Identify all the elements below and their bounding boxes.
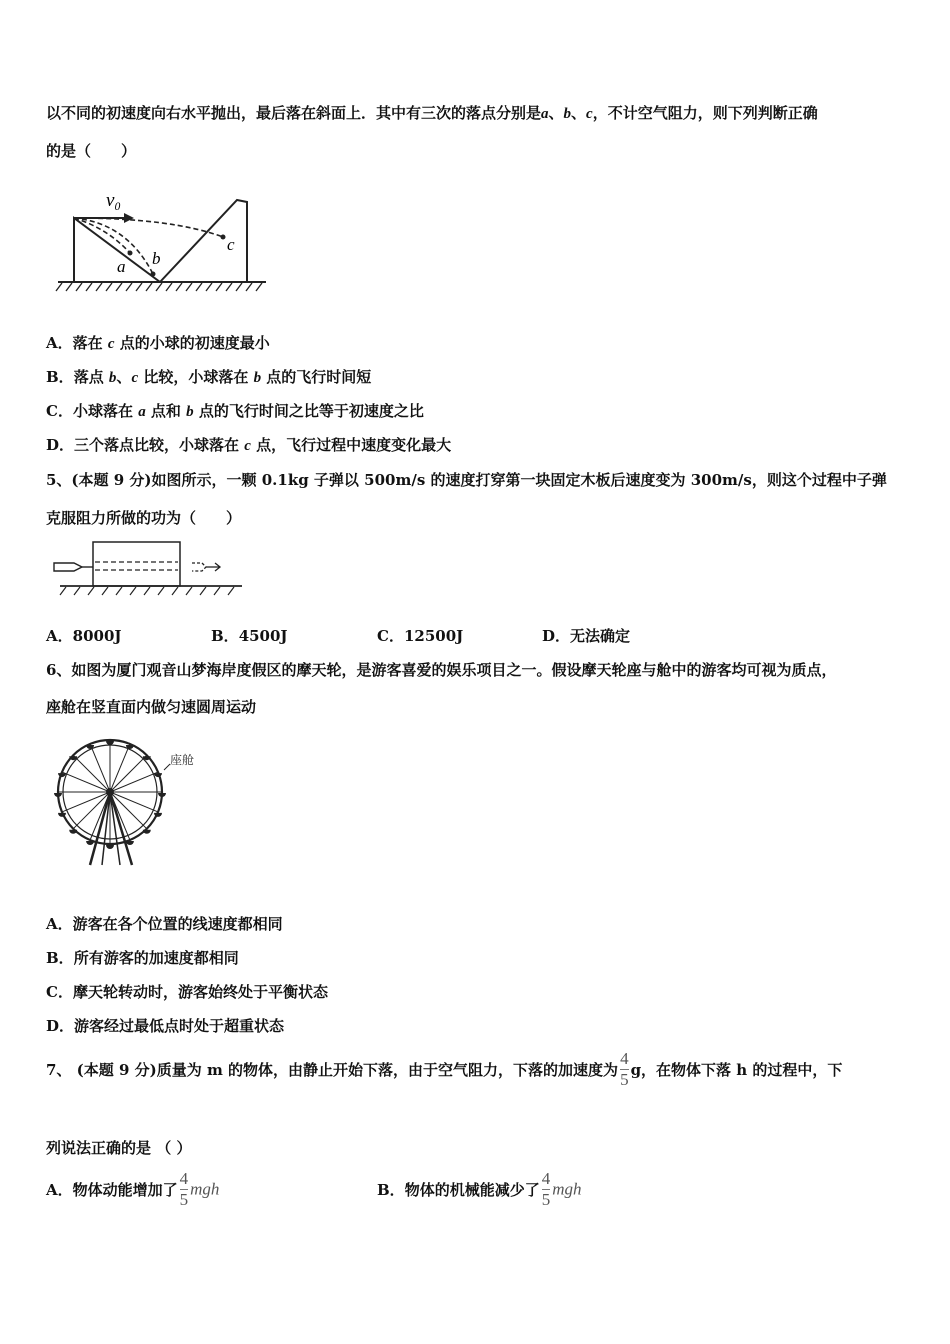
option-text: 、	[116, 368, 132, 386]
q4-option-c[interactable]	[46, 400, 424, 421]
option-text: 点的飞行时间短	[261, 368, 372, 386]
option-text: 落点	[73, 368, 109, 386]
option-var: b	[253, 370, 262, 386]
option-var: b	[108, 370, 117, 386]
q7-option-a[interactable]	[46, 1170, 219, 1209]
option-text: 摩天轮转动时，游客始终处于平衡状态	[72, 983, 328, 1001]
option-text: 游客在各个位置的线速度都相同	[72, 915, 283, 933]
option-var: c	[107, 336, 115, 352]
option-letter: A．	[46, 334, 73, 352]
q6-option-b[interactable]	[46, 947, 239, 968]
option-text: 所有游客的加速度都相同	[73, 949, 239, 967]
q5-stem-line1: 5、(本题 9 分)如图所示，一颗 0.1kg 子弹以 500m/s 的速度打穿第一块固定木板后速度变为 300m/s，则这个过程中子弹	[46, 471, 887, 489]
q7-stem-text: g，在物体下落 h 的过程中，下	[630, 1060, 843, 1079]
ferris-cabin	[106, 845, 114, 849]
q4-stem-text: 以不同的初速度向右水平抛出，最后落在斜面上．其中有三次的落点分别是	[46, 104, 542, 122]
q4-sep: 、	[548, 104, 564, 122]
fraction-numerator: 4	[541, 1169, 551, 1188]
option-text: 三个落点比较，小球落在	[74, 436, 245, 454]
q4-option-d[interactable]	[46, 434, 451, 455]
option-var: c	[244, 438, 251, 454]
q5-option-b[interactable]	[211, 625, 288, 646]
fraction-denominator: 5	[179, 1189, 189, 1209]
q4-label-b: b	[152, 249, 161, 268]
q4-stem-line1	[46, 102, 818, 123]
option-letter: A．	[46, 627, 73, 645]
option-letter: A．	[46, 1180, 73, 1199]
option-text: 点的小球的初速度最小	[114, 334, 270, 352]
q6-ferris-wheel-figure	[52, 730, 212, 870]
q4-option-a[interactable]	[46, 332, 270, 353]
option-letter: D．	[46, 1017, 75, 1035]
option-letter: C．	[46, 983, 73, 1001]
ferris-cabin	[143, 830, 151, 834]
q5-option-d[interactable]	[542, 625, 630, 646]
q4-stem-text: ，不计空气阻力，则下列判断正确	[592, 104, 818, 122]
fraction-denominator: 5	[541, 1189, 551, 1209]
q7-option-b[interactable]	[377, 1170, 581, 1209]
option-letter: B．	[377, 1180, 405, 1199]
option-expression: mgh	[190, 1179, 220, 1199]
ferris-cabin	[58, 773, 66, 777]
q5-bullet-figure	[52, 538, 252, 600]
q4-point-b: b	[563, 106, 572, 122]
q6-stem-line2: 座舱在竖直面内做匀速圆周运动	[46, 698, 257, 716]
ferris-spoke	[73, 755, 110, 792]
option-text: 8000J	[72, 627, 122, 645]
q4-projectile-figure	[52, 188, 292, 298]
q7-stem-text: 7、 (本题 9 分)质量为 m 的物体，由静止开始下落，由于空气阻力，下落的加速度为	[46, 1060, 619, 1079]
fraction-numerator: 4	[620, 1049, 629, 1068]
q5-stem-line2: 克服阻力所做的功为（ ）	[46, 509, 242, 527]
q4-stem-line2: 的是（ ）	[46, 142, 137, 160]
q4-label-a: a	[117, 257, 126, 276]
option-fraction	[542, 1170, 551, 1209]
option-var: c	[131, 370, 139, 386]
q5-option-c[interactable]	[377, 625, 463, 646]
option-var: b	[186, 404, 194, 420]
ferris-cabin	[69, 830, 77, 834]
q6-stem-line1: 6、如图为厦门观音山梦海岸度假区的摩天轮，是游客喜爱的娱乐项目之一。假设摩天轮座与舱中的游客均可视为质点，	[46, 661, 837, 679]
q4-point-c: c	[586, 106, 593, 122]
option-text: 物体的机械能减少了	[404, 1180, 540, 1199]
option-letter: D．	[542, 627, 571, 645]
option-letter: A．	[46, 915, 73, 933]
option-letter: C．	[377, 627, 404, 645]
ferris-cabin	[106, 741, 114, 745]
fraction-numerator: 4	[179, 1169, 189, 1188]
ferris-spoke	[110, 755, 147, 792]
ferris-cabin	[54, 793, 62, 797]
q7-stem-line2: 列说法正确的是 （ ）	[46, 1139, 192, 1157]
option-fraction	[180, 1170, 189, 1209]
option-text: 比较，小球落在	[138, 368, 254, 386]
option-letter: B．	[46, 949, 74, 967]
option-text: 4500J	[238, 627, 288, 645]
q6-option-d[interactable]	[46, 1015, 284, 1036]
fraction-denominator: 5	[620, 1069, 629, 1089]
q4-point-a: a	[541, 106, 549, 122]
q6-option-a[interactable]	[46, 913, 283, 934]
option-text: 小球落在	[72, 402, 139, 420]
q4-label-c: c	[227, 235, 235, 254]
option-letter: B．	[211, 627, 239, 645]
option-text: 点的飞行时间之比等于初速度之比	[193, 402, 424, 420]
option-expression: mgh	[552, 1179, 582, 1199]
option-text: 点，飞行过程中速度变化最大	[250, 436, 452, 454]
q4-sep: 、	[571, 104, 587, 122]
q4-option-b[interactable]	[46, 366, 371, 387]
option-var: a	[138, 404, 146, 420]
q7-stem-line1	[46, 1050, 842, 1089]
option-text: 12500J	[403, 627, 464, 645]
option-text: 物体动能增加了	[72, 1180, 178, 1199]
ferris-cabin	[86, 841, 94, 845]
option-text: 点和	[145, 402, 187, 420]
option-letter: B．	[46, 368, 74, 386]
option-letter: C．	[46, 402, 73, 420]
q6-cabin-label: 座舱	[170, 753, 195, 767]
q7-acceleration-fraction	[620, 1050, 629, 1089]
ferris-cabin	[154, 773, 162, 777]
q6-option-c[interactable]	[46, 981, 328, 1002]
q5-option-a[interactable]	[46, 625, 122, 646]
option-text: 无法确定	[570, 627, 631, 645]
ferris-cabin	[158, 793, 166, 797]
ferris-cabin	[126, 841, 134, 845]
q4-label-v0: v₀	[106, 190, 122, 211]
option-letter: D．	[46, 436, 75, 454]
option-text: 落在	[72, 334, 108, 352]
option-text: 游客经过最低点时处于超重状态	[74, 1017, 285, 1035]
